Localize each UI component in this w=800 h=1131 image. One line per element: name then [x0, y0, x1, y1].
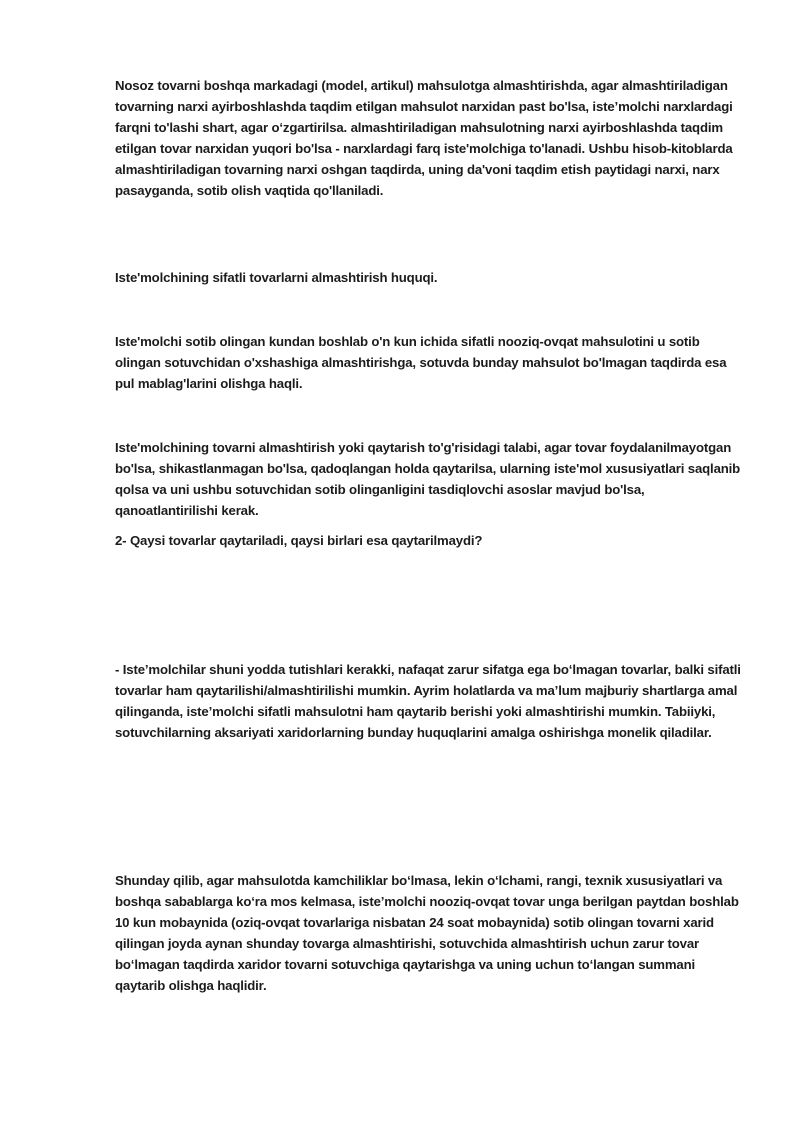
- question-returnable-goods: 2- Qaysi tovarlar qaytariladi, qaysi birlari esa qaytarilmaydi?: [115, 533, 483, 548]
- paragraph-exchange-conditions: Iste'molchining tovarni almashtirish yoki qaytarish to'g'risidagi talabi, agar tovar foydalanilmayotgan bo'lsa, shikastlanmagan bo'lsa, qadoqlangan holda qaytarilsa, ularning iste'mol xususiyatlari saqlanib qolsa va uni ushbu sotuvchidan sotib olinganligini tasdiqlovchi asoslar mavjud bo'lsa, qanoatlantirilishi kerak.: [115, 440, 741, 518]
- paragraph-consumer-awareness: - Iste’molchilar shuni yodda tutishlari kerakki, nafaqat zarur sifatga ega bo‘lmagan tovarlar, balki sifatli tovarlar ham qaytarilishi/almashtirilishi mumkin. Ayrim holatlarda va ma’lum majburiy shartlarga amal qilinganda, iste’molchi sifatli mahsulotni ham qaytarib berishi yoki almashtirishi mumkin. Tabiiyki, sotuvchilarning aksariyati xaridorlarning bunday huquqlarini amalga oshirishga monelik qiladilar.: [115, 662, 741, 740]
- heading-exchange-right: Iste'molchining sifatli tovarlarni almashtirish huquqi.: [115, 270, 438, 285]
- paragraph-ten-day-exchange: Iste'molchi sotib olingan kundan boshlab o'n kun ichida sifatli nooziq-ovqat mahsulotini u sotib olingan sotuvchidan o'xshashiga almashtirishga, sotuvda bunday mahsulot bo'lmagan taqdirda esa pul mablag'larini olishga haqli.: [115, 334, 727, 391]
- paragraph-price-difference: Nosoz tovarni boshqa markadagi (model, artikul) mahsulotga almashtirishda, agar almashtiriladigan tovarning narxi ayirboshlashda taqdim etilgan mahsulot narxidan past bo'lsa, iste’molchi narxlardagi farqni to'lashi shart, agar o‘zgartirilsa. almashtiriladigan mahsulotning narxi ayirboshlashda taqdim etilgan tovar narxidan yuqori bo'lsa - narxlardagi farq iste'molchiga to'lanadi. Ushbu hisob-kitoblarda almashtiriladigan tovarning narxi oshgan taqdirda, uning da'voni taqdim etish paytidagi narxi, narx pasayganda, sotib olish vaqtida qo'llaniladi.: [115, 78, 733, 198]
- paragraph-return-terms: Shunday qilib, agar mahsulotda kamchiliklar bo‘lmasa, lekin o‘lchami, rangi, texnik xususiyatlari va boshqa sabablarga ko‘ra mos kelmasa, iste’molchi nooziq-ovqat tovar unga berilgan paytdan boshlab 10 kun mobaynida (oziq-ovqat tovarlariga nisbatan 24 soat mobaynida) sotib olingan tovarni xarid qilingan joyda aynan shunday tovarga almashtirishi, sotuvchida almashtirish uchun zarur tovar bo‘lmagan taqdirda xaridor tovarni sotuvchiga qaytarishga va uning uchun to‘langan summani qaytarib olishga haqlidir.: [115, 873, 739, 993]
